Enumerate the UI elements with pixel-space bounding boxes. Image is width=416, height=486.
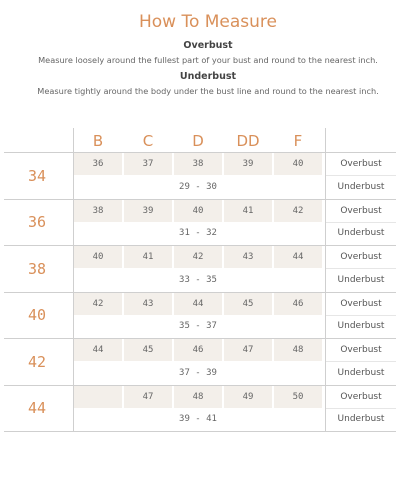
underbust-label: Underbust (337, 274, 385, 285)
underbust-label: Underbust (337, 321, 385, 331)
underbust-label: Underbust (337, 181, 385, 192)
page-title: How To Measure (138, 12, 278, 32)
underbust-range: 37 - 39 (179, 367, 217, 378)
overbust-cell: 39 (124, 200, 172, 222)
overbust-cell: 38 (74, 200, 122, 222)
cup-header: B (92, 132, 104, 150)
overbust-cell: 43 (224, 246, 272, 268)
overbust-heading: Overbust (183, 40, 233, 51)
band-size: 40 (27, 306, 47, 324)
overbust-cell: 40 (274, 153, 322, 175)
overbust-cell: 45 (124, 339, 172, 361)
overbust-cell: 39 (224, 153, 272, 175)
overbust-label: Overbust (340, 298, 382, 309)
overbust-label: Overbust (340, 205, 382, 216)
overbust-label: Overbust (340, 159, 382, 169)
grid-line (326, 222, 396, 223)
underbust-label: Underbust (337, 414, 385, 424)
overbust-cell: 46 (274, 293, 322, 315)
overbust-label: Overbust (340, 345, 382, 355)
overbust-cell: 48 (174, 386, 222, 408)
grid-line (326, 408, 396, 409)
overbust-cell: 50 (274, 386, 322, 408)
overbust-cell: 42 (74, 293, 122, 315)
underbust-range: 35 - 37 (179, 321, 217, 331)
overbust-cell: 41 (124, 246, 172, 268)
underbust-range: 29 - 30 (179, 181, 217, 192)
cup-header: D (192, 132, 204, 150)
overbust-cell: 46 (174, 339, 222, 361)
overbust-cell: 44 (274, 246, 322, 268)
overbust-cell (74, 386, 122, 408)
overbust-cell: 42 (274, 200, 322, 222)
underbust-range: 33 - 35 (179, 274, 217, 285)
overbust-cell: 37 (124, 153, 172, 175)
band-size: 44 (27, 399, 47, 417)
cup-header: F (293, 132, 303, 150)
grid-line (326, 361, 396, 362)
band-size: 36 (27, 213, 47, 231)
overbust-cell: 36 (74, 153, 122, 175)
overbust-cell: 48 (274, 339, 322, 361)
overbust-cell: 44 (174, 293, 222, 315)
underbust-range: 31 - 32 (179, 228, 217, 238)
grid-line (326, 175, 396, 176)
grid-line (326, 315, 396, 316)
overbust-cell: 43 (124, 293, 172, 315)
cup-header: C (142, 132, 154, 150)
overbust-cell: 40 (74, 246, 122, 268)
band-size: 34 (27, 166, 47, 185)
overbust-cell: 44 (74, 339, 122, 361)
overbust-cell: 42 (174, 246, 222, 268)
overbust-cell: 41 (224, 200, 272, 222)
overbust-label: Overbust (340, 391, 382, 402)
underbust-heading: Underbust (179, 71, 237, 82)
overbust-cell: 40 (174, 200, 222, 222)
grid-line (4, 431, 396, 432)
underbust-label: Underbust (337, 228, 385, 238)
overbust-cell: 47 (224, 339, 272, 361)
overbust-label: Overbust (340, 252, 382, 262)
band-size: 42 (27, 352, 47, 371)
band-size: 38 (27, 259, 47, 278)
underbust-label: Underbust (337, 367, 385, 378)
overbust-cell: 49 (224, 386, 272, 408)
underbust-range: 39 - 41 (179, 414, 217, 424)
underbust-instruction: Measure tightly around the body under the bust line and round to the nearest inch. (37, 86, 379, 96)
overbust-cell: 45 (224, 293, 272, 315)
grid-line (326, 268, 396, 269)
overbust-instruction: Measure loosely around the fullest part of your bust and round to the nearest inch. (38, 55, 378, 65)
overbust-cell: 47 (124, 386, 172, 408)
overbust-cell: 38 (174, 153, 222, 175)
cup-header: DD (236, 132, 260, 150)
